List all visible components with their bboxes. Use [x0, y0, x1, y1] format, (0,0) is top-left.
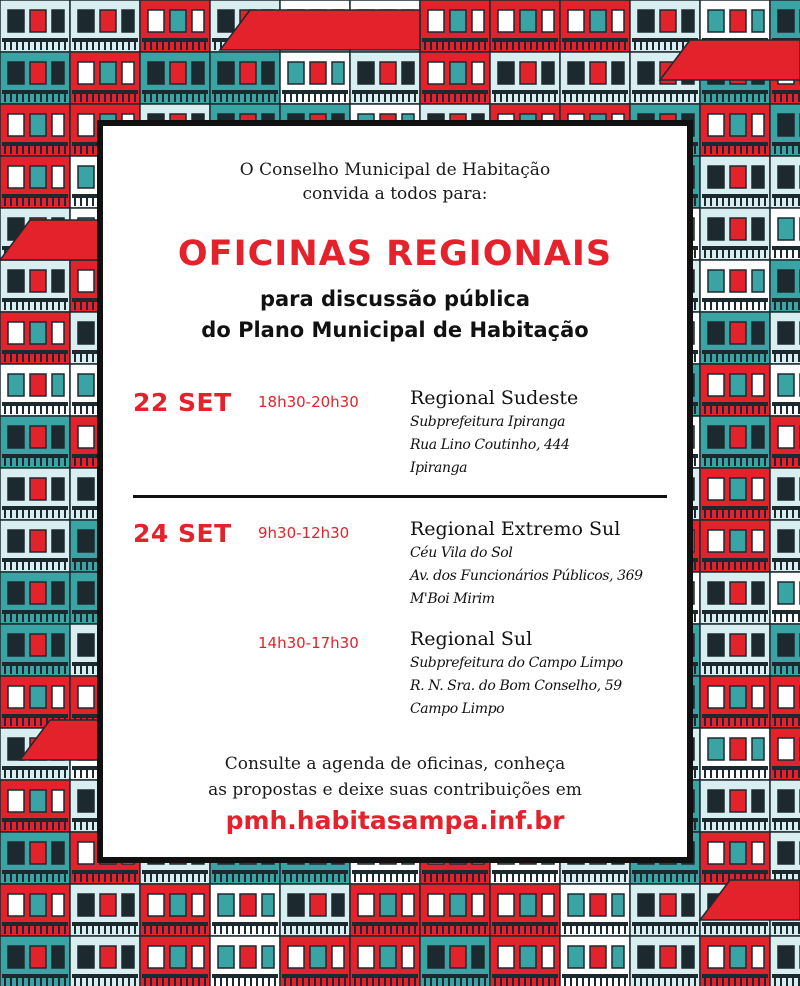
event-date: 22 SET — [133, 388, 232, 417]
footer-line-1: Consulte a agenda de oficinas, conheça — [224, 754, 566, 774]
session-venue: Subprefeitura Ipiranga — [410, 414, 566, 430]
session-location — [410, 516, 690, 611]
divider — [133, 495, 667, 498]
footer-text — [103, 751, 687, 803]
subtitle — [103, 284, 687, 346]
session-district: Campo Limpo — [410, 701, 505, 717]
session-name: Regional Extremo Sul — [410, 518, 621, 540]
session-address: Av. dos Funcionários Públicos, 369 — [410, 568, 643, 584]
page-title: OFICINAS REGIONAIS — [177, 234, 613, 274]
session-name: Regional Sudeste — [410, 387, 579, 409]
session-location — [410, 626, 690, 721]
session-venue: Céu Vila do Sol — [410, 545, 513, 561]
intro-line-1: O Conselho Municipal de Habitação — [239, 160, 551, 180]
session-time: 18h30-20h30 — [258, 393, 359, 411]
intro-line-2: convida a todos para: — [302, 184, 488, 204]
session-time: 14h30-17h30 — [258, 634, 359, 652]
subtitle-line-2: do Plano Municipal de Habitação — [201, 318, 589, 342]
session-venue: Subprefeitura do Campo Limpo — [410, 655, 623, 671]
session-address: Rua Lino Coutinho, 444 — [410, 437, 570, 453]
session-time: 9h30-12h30 — [258, 524, 350, 542]
session-district: M'Boi Mirim — [410, 591, 495, 607]
footer-line-2: as propostas e deixe suas contribuições em — [208, 780, 582, 800]
invitation-card — [97, 120, 693, 863]
session-name: Regional Sul — [410, 628, 533, 650]
session-district: Ipiranga — [410, 460, 468, 476]
event-date: 24 SET — [133, 519, 232, 548]
website-link[interactable]: pmh.habitasampa.inf.br — [225, 806, 565, 835]
session-location — [410, 385, 690, 480]
session-address: R. N. Sra. do Bom Conselho, 59 — [410, 678, 622, 694]
subtitle-line-1: para discussão pública — [259, 287, 531, 311]
intro-text — [103, 158, 687, 206]
